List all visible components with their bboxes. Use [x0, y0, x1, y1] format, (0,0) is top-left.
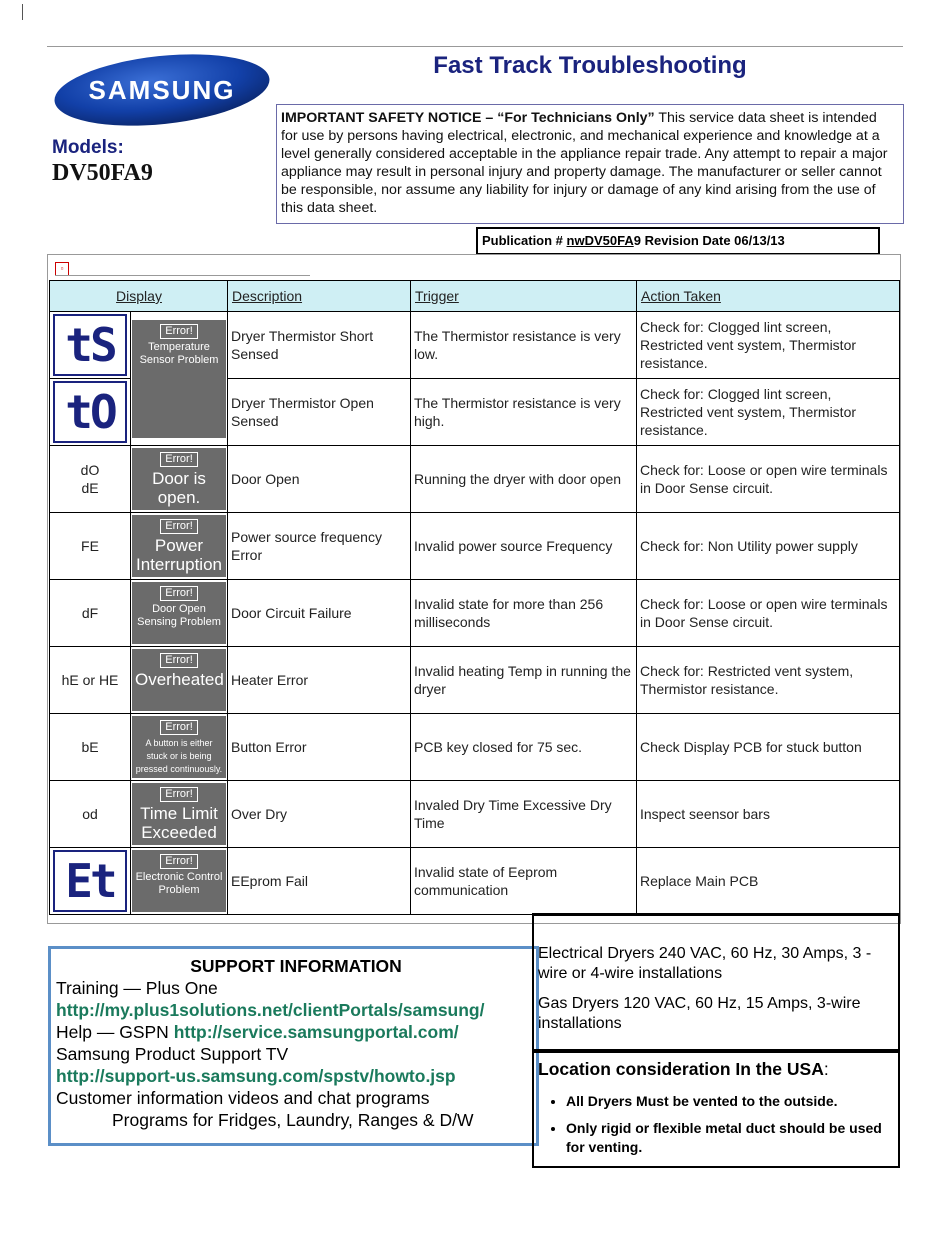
trigger-cell: Invalid state for more than 256 milliseconds [411, 580, 637, 647]
publication-label: Publication # [482, 233, 563, 248]
error-code-cell [50, 781, 131, 848]
publication-number: nwDV50FA [566, 233, 634, 248]
error-screen-message: Time Limit Exceeded [140, 804, 218, 842]
table-row [50, 446, 900, 513]
segment-display-code: tS [53, 314, 127, 376]
description-cell: Dryer Thermistor Open Sensed [228, 379, 411, 446]
help-prefix: Help — GSPN [56, 1022, 174, 1042]
error-code-cell [50, 580, 131, 647]
location-heading: Location consideration In the USA: [538, 1059, 829, 1079]
error-code-cell [50, 513, 131, 580]
error-code: bE [81, 739, 99, 755]
trigger-cell: Invalid state of Eeprom communication [411, 848, 637, 915]
description-cell: Heater Error [228, 647, 411, 714]
error-tag: Error! [160, 653, 198, 668]
error-tag: Error! [160, 324, 198, 339]
description-cell: Door Circuit Failure [228, 580, 411, 647]
header-action: Action Taken [637, 281, 900, 312]
trigger-cell: The Thermistor resistance is very high. [411, 379, 637, 446]
table-row [50, 714, 900, 781]
trigger-cell: Invalid power source Frequency [411, 513, 637, 580]
location-consideration [532, 1051, 900, 1168]
error-code: hE or HE [61, 672, 119, 688]
programs-line: Programs for Fridges, Laundry, Ranges & D/W [112, 1110, 474, 1130]
table-row [50, 513, 900, 580]
error-screen-message: A button is either stuck or is being pressed continuously. [135, 738, 223, 774]
error-code: FE [81, 538, 99, 554]
error-tag: Error! [160, 586, 198, 601]
table-row [50, 312, 900, 379]
error-screen-message: Temperature Sensor Problem [139, 340, 219, 366]
description-cell: Button Error [228, 714, 411, 781]
action-cell: Check for: Loose or open wire terminals in Door Sense circuit. [637, 446, 900, 513]
action-cell: Check for: Restricted vent system, Thermistor resistance. [637, 647, 900, 714]
notice-body: This service data sheet is intended for use by persons having electrical, electronic, and mechanical experience and knowledge at a level generally considered acceptable in the appliance repair trade. Any attempt to repair a major appliance may result in personal injury and property damage. The manufacturer or seller cannot be responsible, nor assume any liability for injury or damage of any kind arising from the use of this data sheet. [281, 110, 888, 216]
action-cell: Check for: Non Utility power supply [637, 513, 900, 580]
error-screen-image [132, 850, 226, 912]
description-cell: Dryer Thermistor Short Sensed [228, 312, 411, 379]
error-tag: Error! [160, 519, 198, 534]
trigger-cell: Invaled Dry Time Excessive Dry Time [411, 781, 637, 848]
marker-rule [55, 275, 310, 276]
error-screen-image [132, 582, 226, 644]
error-code-cell [50, 446, 131, 513]
notice-heading: IMPORTANT SAFETY NOTICE – “For Technicians Only” [281, 110, 655, 126]
error-image-cell [131, 714, 228, 781]
trigger-cell: Running the dryer with door open [411, 446, 637, 513]
error-code-cell [50, 379, 131, 446]
error-code-cell [50, 647, 131, 714]
tv-line: Samsung Product Support TV [56, 1044, 289, 1064]
error-code-cell [50, 848, 131, 915]
publication-number-tail: 9 [633, 233, 641, 248]
error-screen-image [132, 716, 226, 778]
table-row [50, 647, 900, 714]
trigger-cell: Invalid heating Temp in running the dryer [411, 647, 637, 714]
error-code: od [82, 806, 98, 822]
customer-line: Customer information videos and chat programs [56, 1088, 430, 1108]
location-bullet: • All Dryers Must be vented to the outside. [566, 1092, 894, 1111]
error-tag: Error! [160, 854, 198, 869]
revision-date: Revision Date 06/13/13 [644, 233, 785, 248]
publication-box [476, 227, 880, 255]
description-cell: EEprom Fail [228, 848, 411, 915]
model-number: DV50FA9 [52, 160, 153, 186]
error-image-cell [131, 647, 228, 714]
support-heading: SUPPORT INFORMATION [190, 956, 402, 976]
header-trigger: Trigger [411, 281, 637, 312]
support-information [48, 946, 539, 1146]
safety-notice [276, 104, 904, 224]
action-cell: Check for: Clogged lint screen, Restricted vent system, Thermistor resistance. [637, 379, 900, 446]
table-row [50, 781, 900, 848]
gas-line: Gas Dryers 120 VAC, 60 Hz, 15 Amps, 3-wire installations [538, 995, 861, 1032]
error-screen-image [132, 515, 226, 577]
error-screen-image [132, 320, 226, 438]
action-cell: Check for: Clogged lint screen, Restricted vent system, Thermistor resistance. [637, 312, 900, 379]
page-title: Fast Track Troubleshooting [433, 52, 747, 79]
error-image-cell [131, 580, 228, 647]
training-line: Training — Plus One [56, 978, 218, 998]
segment-display-code: Et [53, 850, 127, 912]
error-tag: Error! [160, 787, 198, 802]
error-code-cell [50, 312, 131, 379]
action-cell: Check for: Loose or open wire terminals in Door Sense circuit. [637, 580, 900, 647]
models-label: Models: [52, 137, 124, 158]
electrical-requirements [532, 913, 900, 1051]
trigger-cell: PCB key closed for 75 sec. [411, 714, 637, 781]
error-code: dF [81, 605, 99, 621]
error-image-cell [131, 312, 228, 446]
electrical-line: Electrical Dryers 240 VAC, 60 Hz, 30 Amps, 3 -wire or 4-wire installations [538, 945, 872, 982]
error-screen-message: Overheated [135, 670, 224, 689]
corner-mark [22, 4, 23, 20]
logo-text: SAMSUNG [88, 75, 236, 105]
action-cell: Check Display PCB for stuck button [637, 714, 900, 781]
error-screen-image [132, 783, 226, 845]
error-image-cell [131, 848, 228, 915]
table-row [50, 580, 900, 647]
error-screen-message: Door is open. [152, 469, 206, 507]
table-row [50, 848, 900, 915]
error-image-cell [131, 513, 228, 580]
error-screen-message: Door Open Sensing Problem [137, 603, 221, 628]
error-code-cell [50, 714, 131, 781]
location-list [538, 1092, 894, 1157]
error-tag: Error! [160, 720, 198, 735]
action-cell: Replace Main PCB [637, 848, 900, 915]
help-link[interactable]: http://service.samsungportal.com/ [173, 1022, 459, 1042]
description-cell: Door Open [228, 446, 411, 513]
header-description: Description [228, 281, 411, 312]
error-tag: Error! [160, 452, 198, 467]
description-cell: Power source frequency Error [228, 513, 411, 580]
tv-link[interactable]: http://support-us.samsung.com/spstv/howto.jsp [56, 1066, 456, 1086]
error-screen-image [132, 448, 226, 510]
action-cell: Inspect seensor bars [637, 781, 900, 848]
error-screen-message: Electronic Control Problem [135, 871, 223, 896]
samsung-logo [52, 52, 272, 128]
error-screen-message: Power Interruption [136, 536, 222, 574]
collapsed-table-marker: ▫ [55, 262, 69, 276]
error-image-cell [131, 446, 228, 513]
header-display: Display [50, 281, 228, 312]
top-rule [47, 46, 903, 47]
segment-display-code: tO [53, 381, 127, 443]
error-code-table [49, 280, 900, 915]
error-screen-image [132, 649, 226, 711]
table-header-row [50, 281, 900, 312]
trigger-cell: The Thermistor resistance is very low. [411, 312, 637, 379]
training-link[interactable]: http://my.plus1solutions.net/clientPortals/samsung/ [56, 1000, 485, 1020]
error-code: dO dE [80, 462, 100, 496]
error-image-cell [131, 781, 228, 848]
description-cell: Over Dry [228, 781, 411, 848]
location-bullet: • Only rigid or flexible metal duct should be used for venting. [566, 1119, 894, 1157]
help-line [56, 1021, 536, 1043]
